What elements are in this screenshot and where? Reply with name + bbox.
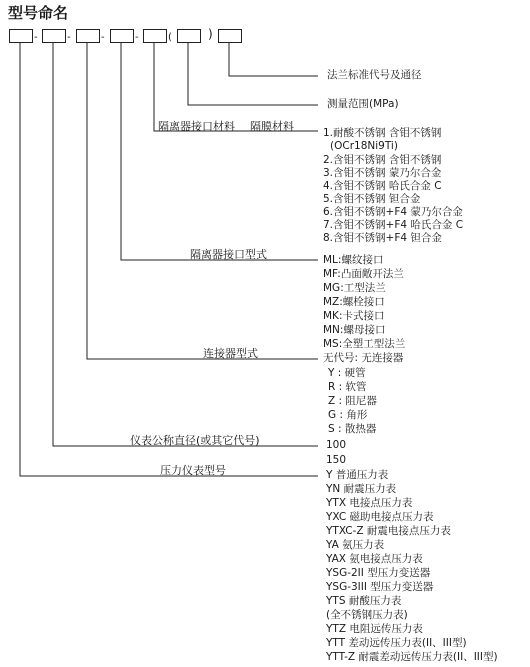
label-flange: 法兰标准代号及通径 [327,69,422,81]
model-item: YSG-3III 型压力变送器 [326,581,434,593]
model-item: YA 氨压力表 [326,539,385,551]
interface-item: MN:螺母接口 [323,324,386,336]
line-interface [121,42,318,260]
material-item: 4.含钼不锈钢 哈氏合金 C [323,180,442,192]
interface-item: MS:全塑工型法兰 [323,338,406,350]
material-item: 1.耐酸不锈钢 含钼不锈钢 [323,127,442,139]
model-item: (全不锈钢压力表) [326,609,408,621]
model-item: YTZ 电阻远传压力表 [326,623,423,635]
material-item: 6.含钼不锈钢+F4 蒙乃尔合金 [323,206,463,218]
label-diaphragm-material: 隔膜材料 [250,120,294,133]
label-nominal-diameter: 仪表公称直径(或其它代号) [130,434,260,447]
line-connector [87,42,318,359]
connector-item: 无代号: 无连接器 [323,352,404,364]
label-interface-material: 隔离器接口材料 [158,120,235,133]
connector-item: Z : 阻尼器 [328,395,377,407]
material-item: 8.含钼不锈钢+F4 钽合金 [323,232,442,244]
material-item: 3.含钼不锈钢 蒙乃尔合金 [323,167,442,179]
label-interface-type: 隔离器接口型式 [190,248,267,261]
model-item: YTT-Z 耐震差动远传压力表(II、III型) [326,651,498,663]
interface-item: ML:螺纹接口 [323,254,384,266]
diameter-item: 150 [326,454,347,466]
connector-item: R : 软管 [328,381,367,393]
line-model [20,42,318,476]
interface-item: MZ:螺栓接口 [323,296,385,308]
separator: - [101,32,105,43]
model-item: YSG-2II 型压力变送器 [326,567,431,579]
separator: - [34,32,38,43]
label-range: 测量范围(MPa) [327,98,399,110]
page-title: 型号命名 [8,4,69,22]
connector-item: G : 角形 [328,409,368,421]
connector-item: Y : 硬管 [328,367,366,379]
model-item: YXC 磁助电接点压力表 [326,511,434,523]
separator: ( [168,32,172,43]
interface-item: MG:工型法兰 [323,282,386,294]
open-paren: ) [208,27,213,41]
material-item: 2.含钼不锈钢 含钼不锈钢 [323,154,442,166]
diameter-item: 100 [326,439,347,451]
separator: - [135,32,139,43]
interface-item: MF:凸面敞开法兰 [323,268,404,280]
model-item: YTXC-Z 耐震电接点压力表 [326,525,451,537]
material-item: 5.含钼不锈钢 钽合金 [323,193,421,205]
label-model: 压力仪表型号 [160,464,226,477]
line-range [188,42,318,105]
model-item: YAX 氨电接点压力表 [326,553,423,565]
connector-item: S : 散热器 [328,423,377,435]
model-item: YTX 电接点压力表 [326,497,413,509]
material-item: 7.含钼不锈钢+F4 哈氏合金 C [323,219,464,231]
model-item: Y 普通压力表 [326,469,389,481]
interface-item: MK:卡式接口 [323,310,385,322]
line-diameter [53,42,318,446]
label-connector-type: 连接器型式 [203,347,258,360]
model-item: YN 耐震压力表 [326,483,397,495]
separator: - [67,32,71,43]
model-item: YTT 差动远传压力表(II、III型) [326,637,467,649]
material-item: (OCr18Ni9Ti) [330,140,398,152]
model-item: YTS 耐酸压力表 [326,595,402,607]
line-flange [229,42,318,76]
